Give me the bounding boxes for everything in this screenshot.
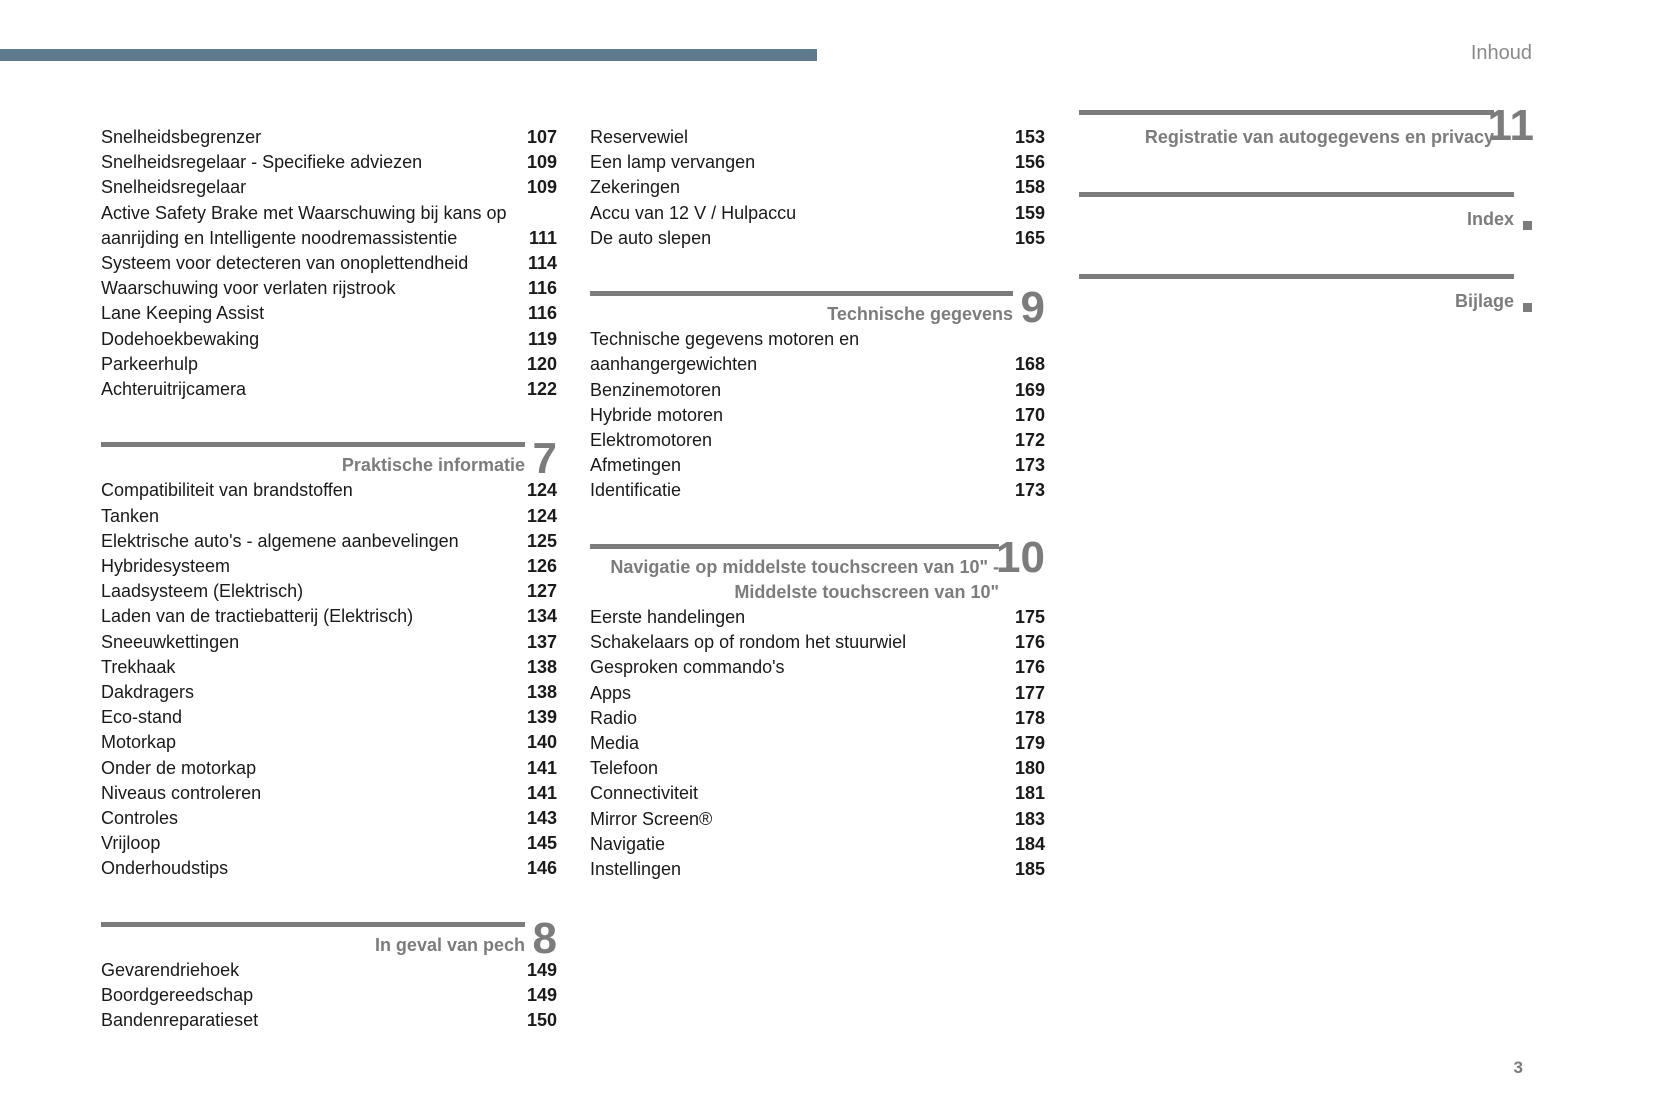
toc-entry-page: 126 — [526, 556, 557, 577]
toc-list — [101, 478, 557, 881]
toc-entry-label: Hybride motoren — [590, 404, 724, 425]
square-bullet-icon — [1523, 303, 1532, 312]
toc-entry[interactable] — [101, 756, 557, 781]
toc-entry[interactable] — [101, 327, 557, 352]
square-bullet-icon — [1523, 221, 1532, 230]
toc-entry[interactable] — [590, 630, 1045, 655]
toc-entry[interactable] — [101, 377, 557, 402]
section-number: 10 — [996, 532, 1045, 582]
section-title-line-1: Navigatie op middelste touchscreen van 10" - — [610, 556, 999, 577]
toc-entry-label: Trekhaak — [101, 656, 176, 677]
section-title: In geval van pech — [374, 934, 525, 955]
toc-entry-label: Laadsysteem (Elektrisch) — [101, 581, 304, 602]
toc-entry-page: 169 — [1014, 379, 1045, 400]
toc-entry-page: 141 — [526, 757, 557, 778]
toc-entry-page: 143 — [526, 808, 557, 829]
toc-entry[interactable] — [590, 731, 1045, 756]
toc-entry-page: 181 — [1014, 783, 1045, 804]
toc-entry — [590, 327, 1045, 352]
toc-entry-page: 170 — [1014, 404, 1045, 425]
toc-entry-page: 159 — [1014, 202, 1045, 223]
section-title-line-2: Middelste touchscreen van 10" — [734, 581, 999, 602]
toc-entry-page: 119 — [527, 328, 557, 349]
toc-entry-page: 172 — [1014, 430, 1045, 451]
section-title: Bijlage — [1454, 291, 1514, 312]
toc-list — [590, 605, 1045, 882]
toc-entry-label: Accu van 12 V / Hulpaccu — [590, 202, 797, 223]
toc-entry — [101, 201, 557, 226]
toc-column-3 — [1079, 101, 1534, 357]
page-number: 3 — [1513, 1058, 1523, 1077]
toc-entry[interactable] — [590, 832, 1045, 857]
toc-entry-label: Benzinemotoren — [590, 379, 722, 400]
toc-entry-page: 140 — [526, 732, 557, 753]
toc-entry-page: 179 — [1014, 733, 1045, 754]
toc-entry-page: 138 — [526, 656, 557, 677]
toc-entry-page: 177 — [1014, 682, 1045, 703]
toc-entry[interactable] — [590, 125, 1045, 150]
toc-entry[interactable] — [101, 504, 557, 529]
toc-entry-label: Achteruitrijcamera — [101, 379, 247, 400]
toc-entry[interactable] — [101, 251, 557, 276]
toc-entry-label: Connectiviteit — [590, 783, 699, 804]
toc-entry-page: 173 — [1014, 480, 1045, 501]
toc-entry-page: 125 — [526, 530, 557, 551]
toc-entry-label: Radio — [590, 707, 638, 728]
toc-entry-label: Compatibiliteit van brandstoffen — [101, 480, 353, 501]
section-number: 7 — [532, 434, 557, 484]
toc-entry[interactable] — [101, 150, 557, 175]
toc-entry-label: Elektrische auto's - algemene aanbevelingen — [101, 530, 459, 551]
toc-entry[interactable] — [101, 781, 557, 806]
toc-entry-label: Hybridesysteem — [101, 556, 231, 577]
toc-entry-page: 165 — [1014, 227, 1045, 248]
toc-entry-label: Eerste handelingen — [590, 607, 746, 628]
toc-entry-page: 122 — [526, 379, 557, 400]
toc-entry-label: Systeem voor detecteren van onoplettendheid — [101, 253, 469, 274]
toc-entry-page: 114 — [527, 253, 557, 274]
toc-entry[interactable] — [590, 403, 1045, 428]
toc-entry[interactable] — [101, 655, 557, 680]
toc-entry-label: Dodehoekbewaking — [101, 328, 260, 349]
section-10-header[interactable] — [590, 532, 1045, 605]
index-section-header[interactable] — [1079, 192, 1534, 232]
toc-entry-page: 124 — [526, 480, 557, 501]
toc-entry-page: 180 — [1014, 758, 1045, 779]
toc-entry[interactable] — [101, 856, 557, 881]
toc-entry-page: 137 — [526, 631, 557, 652]
toc-entry-label: Media — [590, 733, 640, 754]
toc-entry-label: Afmetingen — [590, 455, 682, 476]
toc-entry[interactable] — [101, 276, 557, 301]
toc-entry[interactable] — [590, 756, 1045, 781]
page-header-title: Inhoud — [1470, 42, 1532, 64]
toc-entry-label: Onder de motorkap — [101, 757, 257, 778]
toc-entry-page: 111 — [528, 227, 557, 248]
toc-entry-label: Technische gegevens motoren en — [590, 329, 860, 350]
toc-entry[interactable] — [590, 201, 1045, 226]
toc-entry-label: Sneeuwkettingen — [101, 631, 240, 652]
toc-entry[interactable] — [590, 378, 1045, 403]
toc-entry[interactable] — [590, 605, 1045, 630]
toc-entry[interactable] — [590, 226, 1045, 251]
section-title: Praktische informatie — [341, 455, 525, 476]
toc-entry-page: 153 — [1014, 127, 1045, 147]
section-number: 8 — [532, 913, 557, 963]
toc-entry[interactable] — [590, 428, 1045, 453]
toc-entry[interactable] — [101, 125, 557, 150]
toc-entry-page: 176 — [1014, 657, 1045, 678]
toc-entry-page: 149 — [526, 985, 557, 1006]
toc-entry[interactable] — [590, 857, 1045, 882]
toc-entry-label: Snelheidsbegrenzer — [101, 127, 262, 147]
toc-list — [101, 958, 557, 1034]
toc-entry-page: 146 — [526, 858, 557, 879]
toc-entry-label: Boordgereedschap — [101, 985, 254, 1006]
toc-entry-label: Dakdragers — [101, 682, 195, 703]
toc-entry-label: Gevarendriehoek — [101, 959, 240, 980]
toc-entry[interactable] — [101, 301, 557, 326]
toc-entry-label: Eco-stand — [101, 707, 183, 728]
toc-entry[interactable] — [101, 630, 557, 655]
toc-entry[interactable] — [101, 604, 557, 629]
toc-entry-label: Gesproken commando's — [590, 657, 785, 678]
toc-entry-page: 134 — [526, 606, 557, 627]
toc-list — [590, 125, 1045, 251]
toc-entry[interactable] — [101, 705, 557, 730]
toc-entry[interactable] — [101, 579, 557, 604]
toc-entry[interactable] — [101, 983, 557, 1008]
toc-entry[interactable] — [590, 478, 1045, 503]
section-7-header[interactable] — [101, 434, 557, 484]
toc-entry-page: 158 — [1014, 177, 1045, 198]
section-number: 11 — [1487, 101, 1534, 150]
toc-entry-page: 149 — [526, 959, 557, 980]
toc-entry-label: Active Safety Brake met Waarschuwing bij kans op — [101, 202, 507, 223]
toc-entry[interactable] — [101, 529, 557, 554]
toc-entry[interactable] — [590, 706, 1045, 731]
toc-entry-page: 127 — [526, 581, 557, 602]
toc-list — [101, 125, 557, 402]
toc-entry-page: 141 — [526, 782, 557, 803]
toc-entry-label: Waarschuwing voor verlaten rijstrook — [101, 278, 396, 299]
toc-entry[interactable] — [590, 175, 1045, 200]
toc-entry[interactable] — [590, 781, 1045, 806]
toc-entry-label: Reservewiel — [590, 127, 689, 147]
bijlage-section-header[interactable] — [1079, 274, 1534, 314]
toc-entry-label: Parkeerhulp — [101, 353, 199, 374]
toc-entry-page: 116 — [527, 278, 557, 299]
section-8-header[interactable] — [101, 913, 557, 963]
toc-entry[interactable] — [101, 478, 557, 503]
toc-entry-label: Tanken — [101, 505, 160, 526]
toc-entry[interactable] — [101, 806, 557, 831]
toc-entry[interactable] — [590, 352, 1045, 377]
toc-entry-page: 139 — [526, 707, 557, 728]
toc-entry-page: 184 — [1014, 833, 1045, 854]
toc-entry-page: 185 — [1014, 859, 1045, 880]
toc-entry-page: 116 — [527, 303, 557, 324]
header-accent-bar — [0, 49, 817, 61]
toc-entry-label: Snelheidsregelaar - Specifieke adviezen — [101, 152, 423, 173]
toc-entry-label: Bandenreparatieset — [101, 1010, 259, 1031]
toc-entry-label: Niveaus controleren — [101, 782, 262, 803]
toc-entry[interactable] — [101, 352, 557, 377]
toc-entry-page: 178 — [1014, 707, 1045, 728]
toc-entry-page: 150 — [526, 1010, 557, 1031]
toc-entry-label: Controles — [101, 808, 179, 829]
toc-entry-label: Telefoon — [590, 758, 659, 779]
toc-entry-page: 124 — [526, 505, 557, 526]
toc-entry-label: Navigatie — [590, 833, 666, 854]
toc-entry-label: Apps — [590, 682, 632, 703]
toc-entry-label: De auto slepen — [590, 227, 712, 248]
toc-entry-label: Motorkap — [101, 732, 177, 753]
toc-entry-page: 109 — [526, 152, 557, 173]
toc-entry[interactable] — [101, 831, 557, 856]
toc-entry-label: Elektromotoren — [590, 430, 713, 451]
toc-entry-label: Zekeringen — [590, 177, 681, 198]
section-number: 9 — [1020, 283, 1045, 333]
toc-entry[interactable] — [590, 655, 1045, 680]
toc-entry-label: Vrijloop — [101, 833, 161, 854]
toc-entry-page: 183 — [1014, 808, 1045, 829]
toc-entry-label: Laden van de tractiebatterij (Elektrisch) — [101, 606, 414, 627]
toc-entry[interactable] — [101, 554, 557, 579]
toc-entry[interactable] — [101, 226, 557, 251]
toc-entry-page: 173 — [1014, 455, 1045, 476]
toc-entry[interactable] — [101, 175, 557, 200]
toc-entry-page: 120 — [526, 353, 557, 374]
toc-entry-page: 138 — [526, 682, 557, 703]
section-title: Technische gegevens — [827, 304, 1013, 325]
toc-entry[interactable] — [590, 807, 1045, 832]
toc-entry-label: Schakelaars op of rondom het stuurwiel — [590, 632, 907, 653]
toc-entry-page: 109 — [526, 177, 557, 198]
toc-entry-page: 107 — [526, 127, 557, 147]
toc-entry-label: Instellingen — [590, 859, 682, 880]
section-title: Index — [1466, 209, 1514, 230]
toc-column-1 — [101, 125, 557, 1034]
toc-entry-label: Onderhoudstips — [101, 858, 229, 879]
toc-column-2 — [590, 125, 1045, 882]
toc-entry[interactable] — [101, 730, 557, 755]
toc-entry[interactable] — [101, 958, 557, 983]
toc-entry-label: Een lamp vervangen — [590, 152, 756, 173]
toc-list — [590, 327, 1045, 503]
toc-entry-page: 156 — [1014, 152, 1045, 173]
section-9-header[interactable] — [590, 283, 1045, 333]
section-11-header[interactable] — [1079, 101, 1534, 150]
toc-entry-label: aanrijding en Intelligente noodremassistentie — [101, 227, 458, 248]
toc-entry-label: Mirror Screen® — [590, 808, 713, 829]
toc-entry[interactable] — [590, 681, 1045, 706]
toc-entry-page: 175 — [1014, 607, 1045, 628]
toc-entry-label: Lane Keeping Assist — [101, 303, 265, 324]
section-title: Registratie van autogegevens en privacy — [1144, 127, 1494, 147]
toc-entry[interactable] — [590, 150, 1045, 175]
toc-entry-label: aanhangergewichten — [590, 354, 758, 375]
toc-entry-page: 145 — [526, 833, 557, 854]
toc-entry-page: 168 — [1014, 354, 1045, 375]
toc-entry-label: Identificatie — [590, 480, 682, 501]
toc-entry[interactable] — [590, 453, 1045, 478]
toc-entry-page: 176 — [1014, 632, 1045, 653]
toc-entry[interactable] — [101, 1008, 557, 1033]
toc-entry-label: Snelheidsregelaar — [101, 177, 247, 198]
toc-entry[interactable] — [101, 680, 557, 705]
